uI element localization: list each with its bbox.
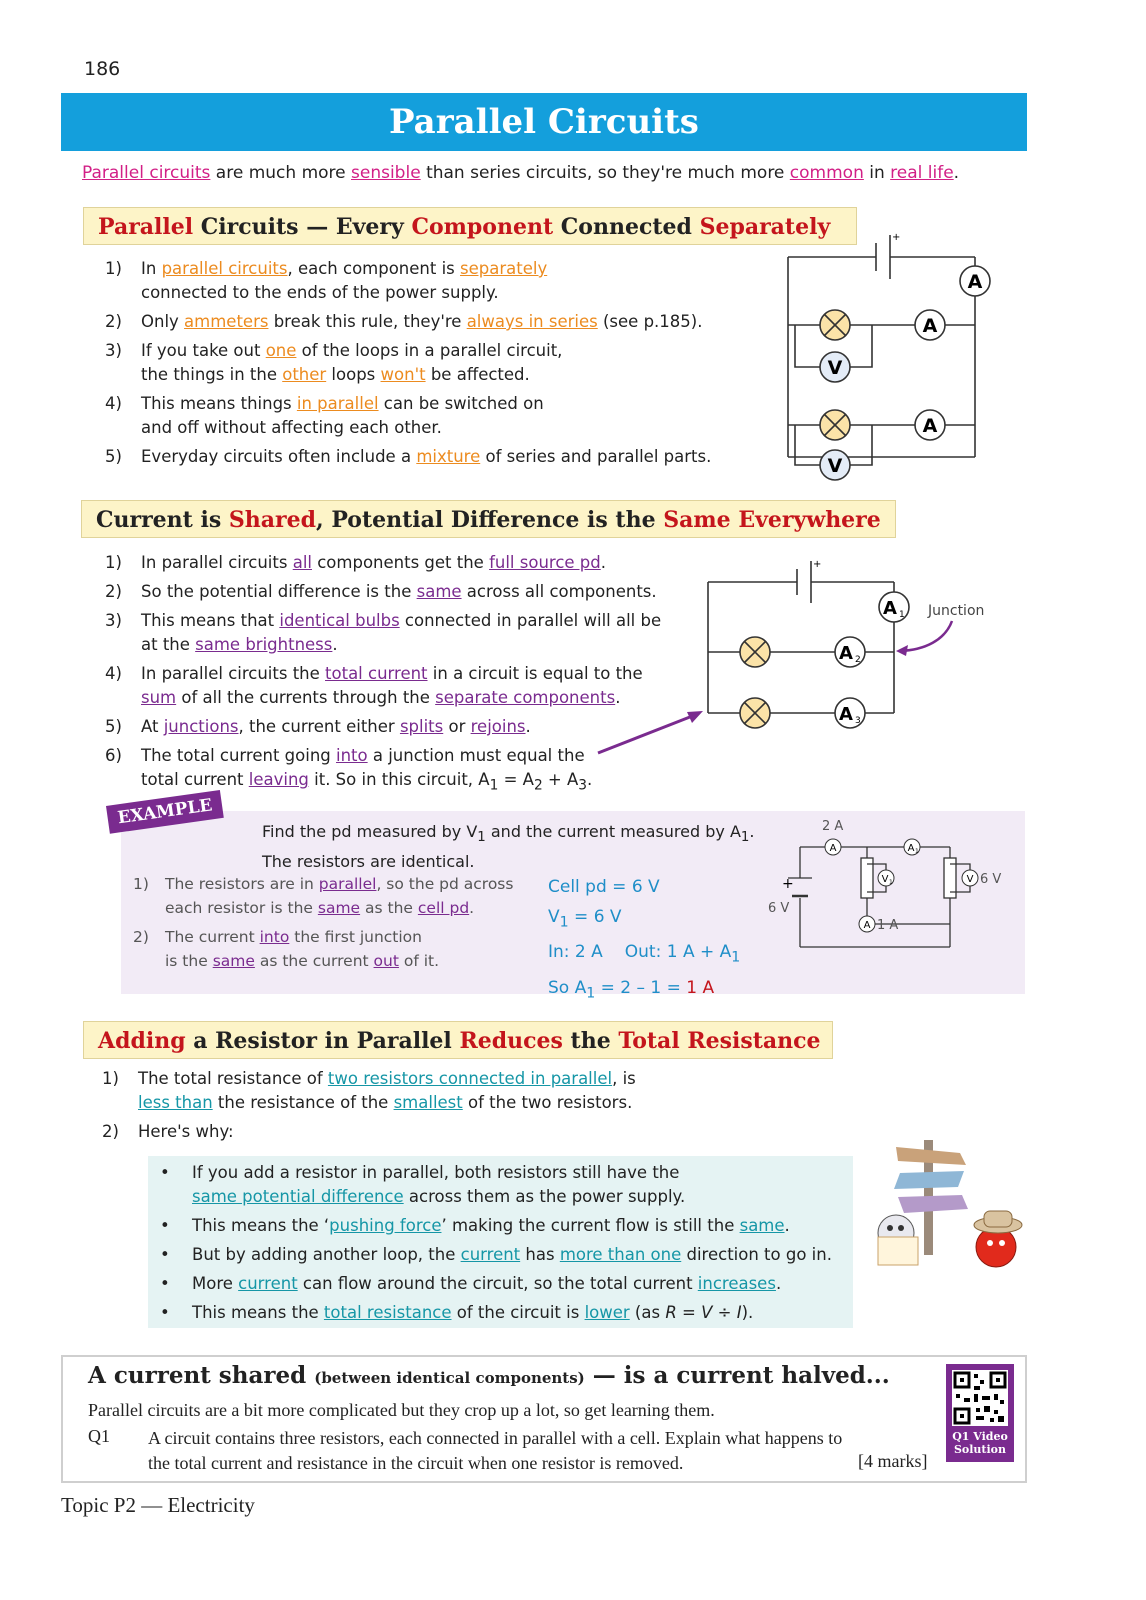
text: The resistors are identical. — [262, 852, 475, 872]
text: Q1 Video — [952, 1430, 1008, 1443]
text: This means that — [141, 611, 280, 630]
subscript: 3 — [578, 777, 588, 794]
subscript: 1 — [740, 830, 750, 846]
header-keyword: Adding — [98, 1028, 186, 1054]
key-term: junctions — [163, 717, 239, 736]
text: (see p.185). — [597, 312, 703, 331]
text: the resistance of the — [212, 1093, 394, 1112]
intro-term: real life — [890, 163, 954, 183]
text: or — [443, 717, 471, 736]
lamp-symbol — [820, 410, 850, 440]
text: be affected. — [425, 365, 530, 384]
list-item — [83, 339, 803, 387]
key-term: full source pd — [489, 553, 601, 572]
section-header-parallel — [83, 207, 857, 245]
meter-sub: 1 — [899, 610, 905, 620]
subscript: 2 — [533, 777, 543, 794]
subscript: 1 — [489, 777, 499, 794]
text: across all components. — [461, 582, 657, 601]
text: direction to go in. — [681, 1245, 832, 1264]
text: More — [192, 1274, 239, 1293]
text: connected in parallel will all be — [399, 611, 662, 630]
key-term: lower — [584, 1303, 630, 1322]
key-term: rejoins — [470, 717, 526, 736]
text: The current — [165, 928, 260, 946]
key-term: total resistance — [323, 1303, 452, 1322]
key-term: same potential difference — [192, 1187, 404, 1206]
list-item — [83, 310, 803, 334]
text: the things in the — [141, 365, 283, 384]
answer-line — [548, 937, 740, 972]
text: The total resistance of — [138, 1069, 328, 1088]
text: as the current — [254, 952, 374, 970]
section-header-resistance — [83, 1021, 833, 1059]
text: ). — [741, 1303, 754, 1322]
header-text: Current is — [96, 507, 229, 533]
text: of all the currents through the — [176, 688, 436, 707]
key-term: two resistors connected in parallel — [327, 1069, 613, 1088]
signpost-arrow — [898, 1195, 968, 1213]
voltage-label: 6 V — [980, 872, 1002, 887]
qr-code-video-link[interactable] — [946, 1364, 1014, 1462]
text: + A — [542, 770, 579, 789]
text: If you add a resistor in parallel, both resistors still have the — [192, 1163, 680, 1182]
parallel-circuit-diagram — [780, 225, 1010, 485]
lamp-symbol — [820, 310, 850, 340]
text: The total current going — [141, 746, 337, 765]
list-item — [80, 1067, 720, 1115]
key-term: smallest — [393, 1093, 463, 1112]
key-term: total current — [325, 664, 428, 683]
summary-heading — [88, 1362, 890, 1389]
lamp-symbol — [740, 637, 770, 667]
header-keyword: Same Everywhere — [663, 507, 881, 533]
key-term: parallel — [318, 875, 377, 893]
list-item — [150, 1243, 850, 1267]
text: In parallel circuits — [141, 553, 293, 572]
text: This means things — [141, 394, 297, 413]
text: In parallel circuits the — [141, 664, 326, 683]
text: . — [332, 635, 338, 654]
key-term: same — [416, 582, 462, 601]
voltmeter-symbol — [962, 870, 978, 886]
text: , each component is — [287, 259, 461, 278]
meter-label: A — [839, 704, 853, 725]
item-number: 5) — [105, 447, 122, 466]
text: (between identical components) — [314, 1369, 585, 1387]
section-header-current-shared — [81, 500, 896, 538]
ammeter-a2 — [835, 637, 865, 667]
text: , so the pd across — [376, 875, 514, 893]
list-item — [150, 1272, 850, 1296]
item-number: 4) — [105, 664, 122, 683]
item-number: 3) — [105, 341, 122, 360]
ammeter-a3 — [835, 698, 865, 728]
meter-label: V — [827, 455, 843, 477]
text: can be switched on — [378, 394, 544, 413]
key-term: separately — [460, 259, 548, 278]
text: and off without affecting each other. — [141, 418, 442, 437]
key-term: same brightness — [195, 635, 333, 654]
text: can flow around the circuit, so the total current — [297, 1274, 698, 1293]
text: So A — [548, 977, 587, 998]
text: V — [548, 907, 560, 927]
text: of the circuit is — [451, 1303, 585, 1322]
key-term: less than — [138, 1093, 213, 1112]
intro-fragment: . — [953, 163, 960, 183]
text: . — [525, 717, 531, 736]
key-term: identical bulbs — [279, 611, 400, 630]
meter-label: A — [839, 643, 853, 664]
plus-label: + — [782, 876, 794, 892]
pointer-arrowhead — [687, 711, 703, 723]
reasons-list — [150, 1161, 850, 1330]
text: So the potential difference is the — [141, 582, 417, 601]
text: of it. — [398, 952, 440, 970]
meter-label: A — [863, 920, 871, 931]
junction-circuit-diagram — [590, 555, 1010, 770]
answer-line: Cell pd = 6 V — [548, 877, 660, 897]
key-term: ammeters — [184, 312, 269, 331]
text: Here's why: — [138, 1122, 234, 1141]
text: connected to the ends of the power supply. — [141, 283, 499, 302]
current-label: 2 A — [822, 819, 844, 834]
list-item — [150, 1301, 850, 1325]
text: . — [469, 899, 475, 917]
example-badge: EXAMPLE — [106, 790, 224, 834]
intro-term: sensible — [351, 163, 421, 183]
header-text: , Potential Difference is the — [316, 507, 664, 533]
text: of series and parallel parts. — [480, 447, 712, 466]
key-term: more than one — [559, 1245, 682, 1264]
meter-label: A — [967, 271, 983, 293]
meter-label: A — [829, 843, 837, 854]
header-text: a Resistor in Parallel — [185, 1028, 460, 1054]
header-keyword: Reduces — [459, 1028, 563, 1054]
key-term: won't — [380, 365, 426, 384]
title-banner — [61, 93, 1027, 151]
meter-label: A — [922, 415, 938, 437]
plus-label: + — [813, 559, 822, 570]
intro-fragment: are much more — [210, 163, 352, 183]
item-number: 5) — [105, 717, 122, 736]
footer-topic: Topic P2 — Electricity — [61, 1493, 255, 1517]
list-item — [80, 1120, 720, 1144]
text: Only — [141, 312, 185, 331]
text: and the current measured by A — [485, 822, 741, 841]
text: each resistor is the — [165, 899, 318, 917]
ammeter-symbol — [825, 839, 841, 855]
formula: R = V ÷ I — [665, 1303, 742, 1322]
text: in a circuit is equal to the — [427, 664, 643, 683]
ammeter-symbol — [915, 310, 945, 340]
meter-label: A — [883, 598, 897, 619]
signpost-arrow — [894, 1171, 964, 1189]
key-term: into — [259, 928, 290, 946]
text: is the — [165, 952, 213, 970]
text: loops — [326, 365, 381, 384]
key-term: current — [238, 1274, 298, 1293]
key-term: other — [282, 365, 327, 384]
key-term: increases — [697, 1274, 776, 1293]
text: Out: 1 A + A — [624, 942, 732, 963]
list-item — [150, 1214, 850, 1238]
item-number: 1) — [105, 553, 122, 572]
text: components get the — [311, 553, 490, 572]
explorer-character-icon — [974, 1211, 1022, 1267]
marks-label: [4 marks] — [858, 1451, 928, 1471]
list-item — [150, 1161, 850, 1209]
key-term: same — [317, 899, 361, 917]
text: This means the — [192, 1303, 324, 1322]
question-label: Q1 — [88, 1426, 110, 1446]
text: the first junction — [289, 928, 422, 946]
text: total current — [141, 770, 249, 789]
meter-sub: 1 — [915, 848, 919, 855]
example-steps — [133, 872, 513, 978]
example-circuit-diagram — [760, 814, 1025, 954]
voltmeter-symbol — [820, 352, 850, 382]
example-step — [133, 925, 513, 973]
text: Everyday circuits often include a — [141, 447, 417, 466]
header-text: the — [562, 1028, 619, 1054]
text: . — [615, 688, 621, 707]
map-character-icon — [878, 1215, 918, 1265]
header-keyword: Component — [411, 214, 554, 240]
text: — is a current halved... — [584, 1362, 890, 1389]
text: break this rule, they're — [268, 312, 467, 331]
key-term: parallel circuits — [161, 259, 288, 278]
text: it. So in this circuit, A — [308, 770, 490, 789]
text: This means the ‘ — [192, 1216, 330, 1235]
text: The resistors are in — [165, 875, 319, 893]
voltmeter-symbol — [820, 450, 850, 480]
junction-arrowhead — [896, 645, 908, 656]
ammeter-a1 — [904, 839, 920, 855]
text: a junction must equal the — [367, 746, 585, 765]
header-keyword: Shared — [228, 507, 317, 533]
meter-label: V — [827, 357, 843, 379]
header-text: Circuits — Every — [193, 214, 412, 240]
item-number: 2) — [105, 312, 122, 331]
text: At — [141, 717, 164, 736]
key-term: into — [336, 746, 368, 765]
text: = 2 – 1 = — [595, 977, 687, 998]
key-term: same — [739, 1216, 785, 1235]
example-answers — [548, 872, 740, 1008]
text: But by adding another loop, the — [192, 1245, 461, 1264]
text: ’ making the current flow is still the — [441, 1216, 740, 1235]
ammeter-symbol — [960, 266, 990, 296]
intro-fragment: in — [863, 163, 891, 183]
header-keyword: Parallel — [98, 214, 194, 240]
meter-label: A — [907, 843, 915, 854]
lamp-symbol — [740, 698, 770, 728]
summary-text: Parallel circuits are a bit more complicated but they crop up a lot, so get learning them. — [88, 1400, 715, 1420]
text: across them as the power supply. — [403, 1187, 686, 1206]
current-label: 1 A — [877, 918, 899, 933]
meter-sub: 2 — [855, 655, 861, 665]
key-term: all — [292, 553, 312, 572]
text: has — [520, 1245, 560, 1264]
list-item — [83, 392, 803, 440]
text: . — [775, 1274, 782, 1293]
key-term: mixture — [416, 447, 481, 466]
item-number: 2) — [102, 1122, 119, 1141]
intro-text — [82, 163, 959, 183]
item-number: 6) — [105, 746, 122, 765]
item-number: 1) — [133, 875, 149, 893]
intro-fragment: than series circuits, so they're much more — [420, 163, 790, 183]
section1-points — [83, 257, 803, 474]
question-text: A circuit contains three resistors, each connected in parallel with a cell. Explain what happens to the total current and resistance in the circuit when one resistor is removed. — [148, 1428, 843, 1473]
key-term: out — [373, 952, 399, 970]
key-term: one — [265, 341, 297, 360]
plus-label: + — [892, 232, 901, 243]
intro-term: common — [789, 163, 864, 183]
intro-term: Parallel circuits — [82, 163, 211, 183]
text: . — [587, 770, 593, 789]
cell-voltage-label: 6 V — [768, 901, 790, 916]
text: Solution — [953, 1443, 1007, 1456]
final-answer: 1 A — [686, 977, 715, 998]
key-term: sum — [141, 688, 177, 707]
answer-line — [548, 973, 740, 1008]
example-question — [262, 820, 754, 874]
section3-points — [80, 1067, 720, 1149]
ammeter-a1 — [879, 592, 909, 622]
item-number: 1) — [102, 1069, 119, 1088]
text: . — [749, 822, 755, 841]
item-number: 2) — [105, 582, 122, 601]
qr-code-icon — [952, 1370, 1008, 1426]
header-keyword: Separately — [699, 214, 831, 240]
meter-label: V — [966, 874, 974, 885]
text: of the two resistors. — [462, 1093, 633, 1112]
text: of the loops in a parallel circuit, — [296, 341, 563, 360]
key-term: separate components — [435, 688, 616, 707]
key-term: same — [212, 952, 255, 970]
meter-label: V — [881, 874, 889, 885]
item-number: 1) — [105, 259, 122, 278]
header-text: Connected — [553, 214, 700, 240]
text: In — [141, 259, 162, 278]
item-number: 3) — [105, 611, 122, 630]
text: If you take out — [141, 341, 266, 360]
pointer-arrow — [598, 715, 695, 753]
key-term: leaving — [248, 770, 309, 789]
text: Find the pd measured by V — [262, 822, 478, 841]
subscript: 1 — [559, 914, 569, 931]
meter-sub: 1 — [889, 879, 893, 886]
text: (as — [629, 1303, 666, 1322]
page-title: Parallel Circuits — [389, 102, 699, 142]
junction-arrow — [900, 621, 952, 651]
key-term: splits — [399, 717, 444, 736]
list-item — [83, 445, 803, 469]
meter-label: A — [922, 315, 938, 337]
text: . — [600, 553, 606, 572]
key-term: in parallel — [296, 394, 379, 413]
text: A current shared — [88, 1362, 315, 1389]
text: , the current either — [238, 717, 400, 736]
signpost-illustration — [868, 1135, 1033, 1270]
header-keyword: Total Resistance — [618, 1028, 821, 1054]
key-term: pushing force — [329, 1216, 442, 1235]
list-item — [83, 257, 803, 305]
text: = A — [498, 770, 534, 789]
item-number: 4) — [105, 394, 122, 413]
text: In: 2 A — [548, 942, 603, 963]
voltmeter-v1 — [878, 870, 894, 886]
text: , is — [612, 1069, 636, 1088]
ammeter-symbol — [915, 410, 945, 440]
item-number: 2) — [133, 928, 149, 946]
ammeter-symbol — [859, 916, 875, 932]
qr-caption — [946, 1430, 1014, 1456]
meter-sub: 3 — [855, 716, 861, 726]
subscript: 1 — [731, 949, 741, 966]
answer-line — [548, 902, 740, 937]
text: . — [784, 1216, 790, 1235]
key-term: current — [460, 1245, 521, 1264]
key-term: cell pd — [417, 899, 470, 917]
subscript: 1 — [586, 985, 596, 1002]
page-number: 186 — [84, 58, 121, 80]
text: at the — [141, 635, 196, 654]
subscript: 1 — [477, 830, 486, 846]
junction-label: Junction — [928, 603, 985, 619]
text: = 6 V — [568, 907, 622, 927]
key-term: always in series — [466, 312, 598, 331]
example-step — [133, 872, 513, 920]
text: as the — [360, 899, 418, 917]
